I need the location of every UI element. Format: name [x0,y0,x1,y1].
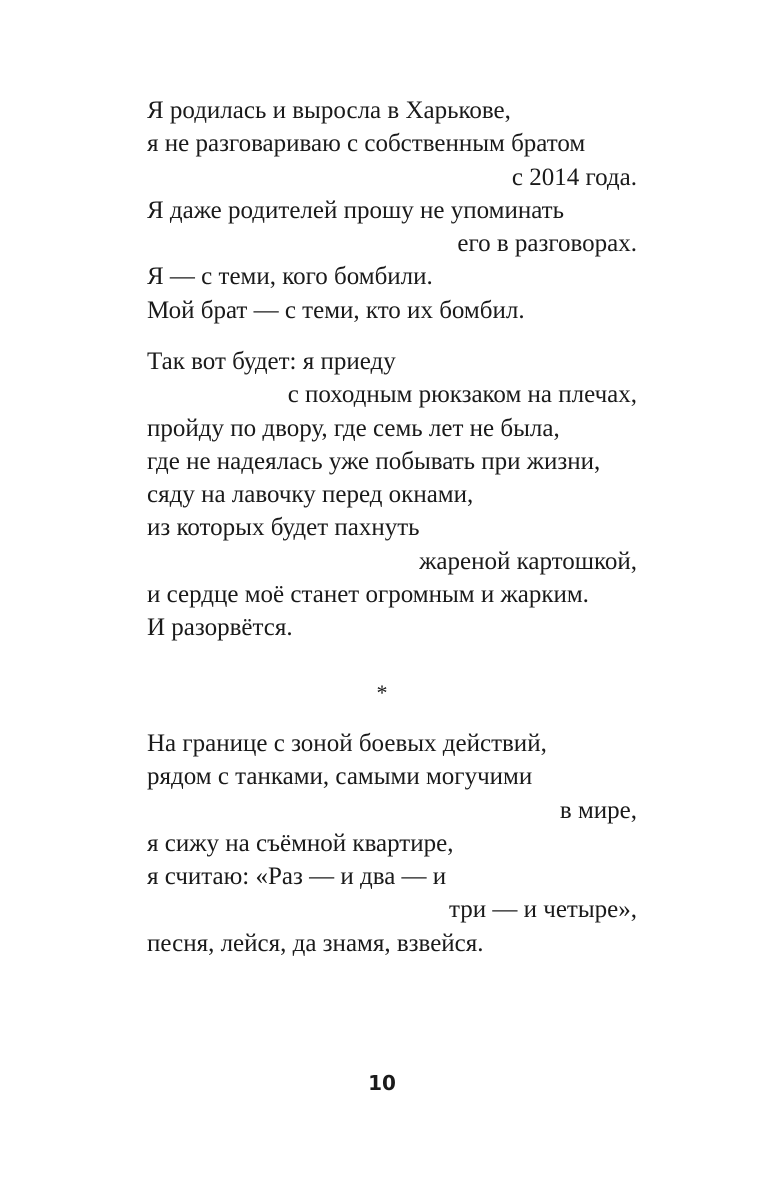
poem-line-continuation: его в разговорах. [457,230,637,258]
poem-line: Так вот будет: я приеду [147,348,396,375]
stanza-2 [147,345,637,645]
poem-line: Мой брат — с теми, кто их бомбил. [147,296,525,324]
poem-line: Я родилась и выросла в Харькове, [147,97,511,124]
poem-line: где не надеялась уже побывать при жизни, [147,447,601,475]
poem-line: рядом с танками, самыми могучими [147,763,533,791]
poem-line-continuation: с походным рюкзаком на плечах, [287,381,637,409]
poem-line: песня, лейся, да знамя, взвейся. [147,929,484,957]
poem-line: и сердце моё станет огромным и жарким. [147,581,589,609]
poem-line: я считаю: «Раз — и два — и [147,863,447,891]
poem-line: я сижу на съёмной квартире, [147,829,454,857]
poem-line-continuation: три — и четыре», [449,896,637,924]
stanza-3 [147,727,637,960]
poem-line: из которых будет пахнуть [147,514,420,542]
poem-line-continuation: с 2014 года. [511,163,637,191]
section-separator: * [376,680,388,705]
poem-line: сяду на лавочку перед окнами, [147,481,474,509]
poem-line-continuation: жареной картошкой, [419,547,637,575]
page-number: 10 [368,1071,396,1095]
poem-line: Я — с теми, кого бомбили. [147,263,433,291]
stanza-1 [147,94,637,327]
poem-line: Я даже родителей прошу не упоминать [147,196,564,224]
poem-line: я не разговариваю с собственным братом [147,130,586,158]
poem-line: пройду по двору, где семь лет не была, [147,414,560,442]
poem-line: На границе с зоной боевых действий, [147,730,547,757]
poem-line-continuation: в мире, [559,796,637,824]
poem-line: И разорвётся. [147,614,293,642]
